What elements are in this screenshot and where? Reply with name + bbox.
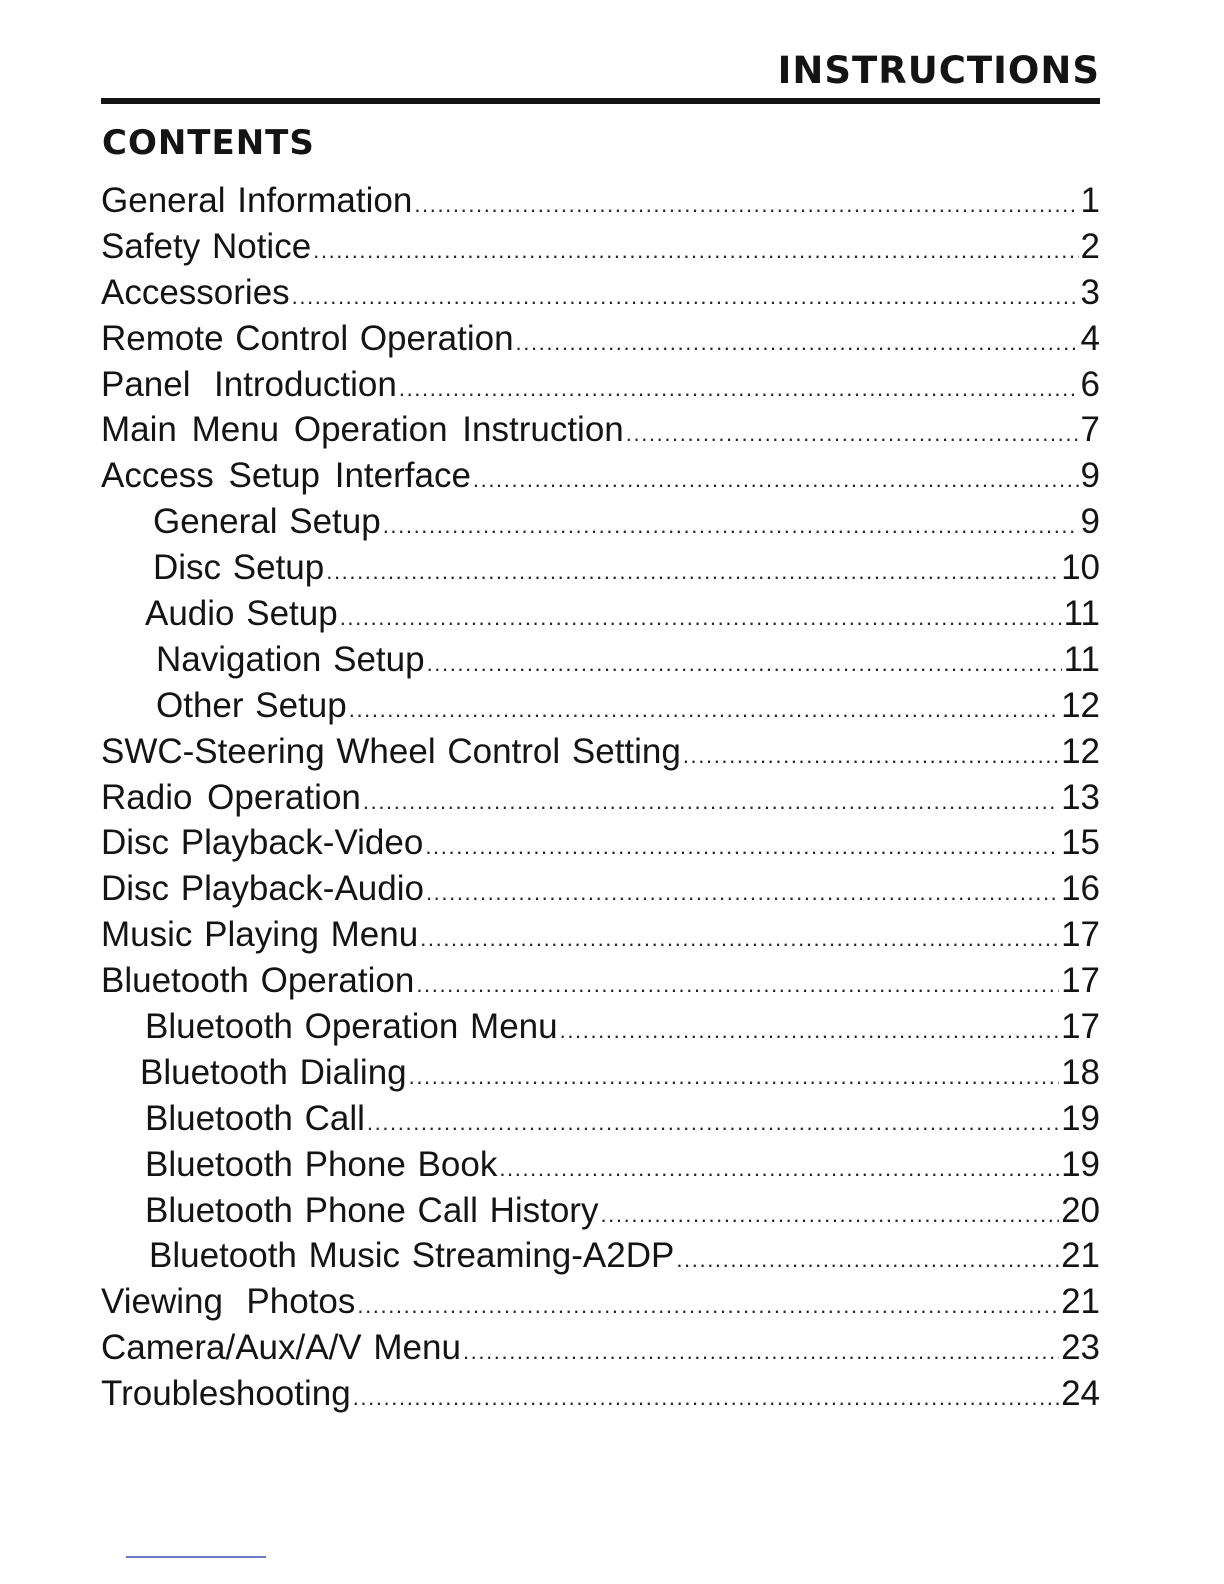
toc-dot-leader: [676, 1237, 1059, 1283]
toc-entry-radio-operation[interactable]: [101, 775, 1100, 821]
toc-page-number: 11: [1063, 594, 1100, 634]
toc-entry-title: Safety Notice: [101, 226, 312, 266]
toc-entry-title: Bluetooth Operation: [101, 961, 415, 1001]
toc-entry-accessories[interactable]: [101, 270, 1100, 316]
toc-dot-leader: [683, 733, 1059, 779]
toc-page-number: 9: [1080, 502, 1100, 542]
toc-page-number: 2: [1080, 226, 1100, 266]
toc-entry-title: Bluetooth Operation Menu: [145, 1007, 558, 1047]
toc-entry-bluetooth-operation[interactable]: [101, 958, 1100, 1004]
toc-dot-leader: [326, 549, 1059, 595]
footer-divider: [126, 1556, 266, 1558]
toc-dot-leader: [626, 411, 1079, 457]
toc-dot-leader: [516, 320, 1079, 366]
toc-entry-disc-playback-audio[interactable]: [101, 866, 1100, 912]
toc-dot-leader: [425, 824, 1059, 870]
toc-entry-navigation-setup[interactable]: [101, 637, 1100, 683]
toc-page-number: 12: [1061, 685, 1100, 725]
toc-entry-title: Panel Introduction: [101, 364, 397, 404]
toc-dot-leader: [420, 916, 1059, 962]
toc-entry-title: Viewing Photos: [101, 1282, 356, 1322]
toc-page-number: 3: [1080, 272, 1100, 312]
contents-heading: CONTENTS: [102, 123, 315, 163]
toc-entry-title: SWC-Steering Wheel Control Setting: [101, 731, 681, 771]
toc-entry-title: Accessories: [101, 272, 290, 312]
toc-entry-music-playing-menu[interactable]: [101, 912, 1100, 958]
toc-entry-title: Bluetooth Call: [145, 1098, 365, 1138]
toc-page-number: 15: [1061, 823, 1100, 863]
toc-dot-leader: [600, 1192, 1059, 1238]
toc-dot-leader: [399, 366, 1079, 412]
toc-dot-leader: [416, 962, 1059, 1008]
toc-entry-general-setup[interactable]: [101, 499, 1100, 545]
toc-page-number: 19: [1061, 1144, 1100, 1184]
toc-entry-troubleshooting[interactable]: [101, 1371, 1100, 1417]
toc-entry-panel-introduction[interactable]: [101, 362, 1100, 408]
toc-dot-leader: [463, 1329, 1059, 1375]
toc-entry-title: Bluetooth Phone Book: [145, 1144, 498, 1184]
toc-page-number: 4: [1080, 318, 1100, 358]
toc-page-number: 13: [1061, 777, 1100, 817]
toc-entry-camera-aux-av-menu[interactable]: [101, 1325, 1100, 1371]
toc-dot-leader: [367, 1100, 1059, 1146]
toc-dot-leader: [357, 1283, 1059, 1329]
toc-entry-viewing-photos[interactable]: [101, 1279, 1100, 1325]
toc-entry-main-menu-operation-instruction[interactable]: [101, 407, 1100, 453]
toc-page-number: 23: [1061, 1328, 1100, 1368]
toc-entry-title: Bluetooth Dialing: [140, 1052, 407, 1092]
toc-page-number: 1: [1080, 181, 1100, 220]
toc-dot-leader: [426, 870, 1059, 916]
toc-entry-title: Bluetooth Music Streaming-A2DP: [149, 1236, 675, 1276]
toc-dot-leader: [499, 1146, 1059, 1192]
toc-dot-leader: [473, 457, 1079, 503]
toc-entry-bluetooth-dialing[interactable]: [101, 1050, 1100, 1096]
table-of-contents: [101, 178, 1100, 1417]
toc-entry-title: Navigation Setup: [156, 639, 425, 679]
toc-page-number: 16: [1061, 869, 1100, 909]
toc-entry-audio-setup[interactable]: [101, 591, 1100, 637]
toc-page-number: 24: [1061, 1374, 1100, 1414]
toc-entry-general-information[interactable]: [101, 178, 1100, 224]
toc-entry-title: Radio Operation: [101, 777, 361, 817]
toc-entry-title: Audio Setup: [145, 594, 338, 634]
toc-dot-leader: [292, 274, 1079, 320]
toc-entry-title: General Setup: [153, 502, 381, 542]
toc-entry-bluetooth-phone-call-history[interactable]: [101, 1188, 1100, 1234]
toc-dot-leader: [383, 503, 1079, 549]
toc-page-number: 17: [1061, 961, 1100, 1001]
toc-dot-leader: [560, 1008, 1059, 1054]
toc-page-number: 11: [1063, 639, 1100, 679]
toc-page-number: 17: [1061, 1007, 1100, 1047]
toc-entry-title: Main Menu Operation Instruction: [101, 410, 624, 450]
toc-entry-swc-steering-wheel-control-setting[interactable]: [101, 729, 1100, 775]
toc-entry-title: Disc Setup: [153, 548, 325, 588]
toc-page-number: 10: [1061, 548, 1100, 588]
toc-page-number: 17: [1061, 915, 1100, 955]
toc-entry-disc-setup[interactable]: [101, 545, 1100, 591]
header-rule-divider: [101, 98, 1100, 104]
toc-page-number: 21: [1061, 1236, 1100, 1276]
toc-entry-title: Camera/Aux/A/V Menu: [101, 1328, 461, 1368]
page-header-title: INSTRUCTIONS: [777, 49, 1100, 92]
toc-entry-title: Disc Playback-Audio: [101, 869, 424, 909]
toc-page-number: 9: [1080, 456, 1100, 496]
toc-dot-leader: [313, 228, 1078, 274]
toc-entry-title: Remote Control Operation: [101, 318, 514, 358]
toc-entry-safety-notice[interactable]: [101, 224, 1100, 270]
toc-entry-bluetooth-music-streaming-a2dp[interactable]: [101, 1233, 1100, 1279]
toc-dot-leader: [409, 1054, 1059, 1100]
toc-entry-bluetooth-operation-menu[interactable]: [101, 1004, 1100, 1050]
toc-entry-remote-control-operation[interactable]: [101, 316, 1100, 362]
toc-page-number: 19: [1061, 1098, 1100, 1138]
toc-entry-disc-playback-video[interactable]: [101, 820, 1100, 866]
toc-entry-title: Other Setup: [156, 685, 347, 725]
toc-dot-leader: [340, 595, 1062, 641]
toc-page-number: 12: [1061, 731, 1100, 771]
toc-entry-title: Disc Playback-Video: [101, 823, 424, 863]
toc-dot-leader: [349, 687, 1059, 733]
toc-dot-leader: [427, 641, 1062, 687]
toc-dot-leader: [363, 779, 1059, 825]
toc-dot-leader: [414, 182, 1078, 228]
toc-entry-bluetooth-call[interactable]: [101, 1096, 1100, 1142]
toc-entry-access-setup-interface[interactable]: [101, 453, 1100, 499]
toc-entry-title: General Information: [101, 181, 413, 220]
toc-entry-title: Access Setup Interface: [101, 456, 471, 496]
toc-page-number: 21: [1061, 1282, 1100, 1322]
toc-page-number: 20: [1061, 1190, 1100, 1230]
toc-page-number: 6: [1080, 364, 1100, 404]
toc-entry-title: Troubleshooting: [101, 1374, 351, 1414]
toc-entry-title: Music Playing Menu: [101, 915, 419, 955]
toc-entry-bluetooth-phone-book[interactable]: [101, 1142, 1100, 1188]
toc-page-number: 18: [1061, 1052, 1100, 1092]
toc-entry-other-setup[interactable]: [101, 683, 1100, 729]
toc-page-number: 7: [1080, 410, 1100, 450]
toc-entry-title: Bluetooth Phone Call History: [145, 1190, 599, 1230]
toc-dot-leader: [353, 1375, 1059, 1421]
